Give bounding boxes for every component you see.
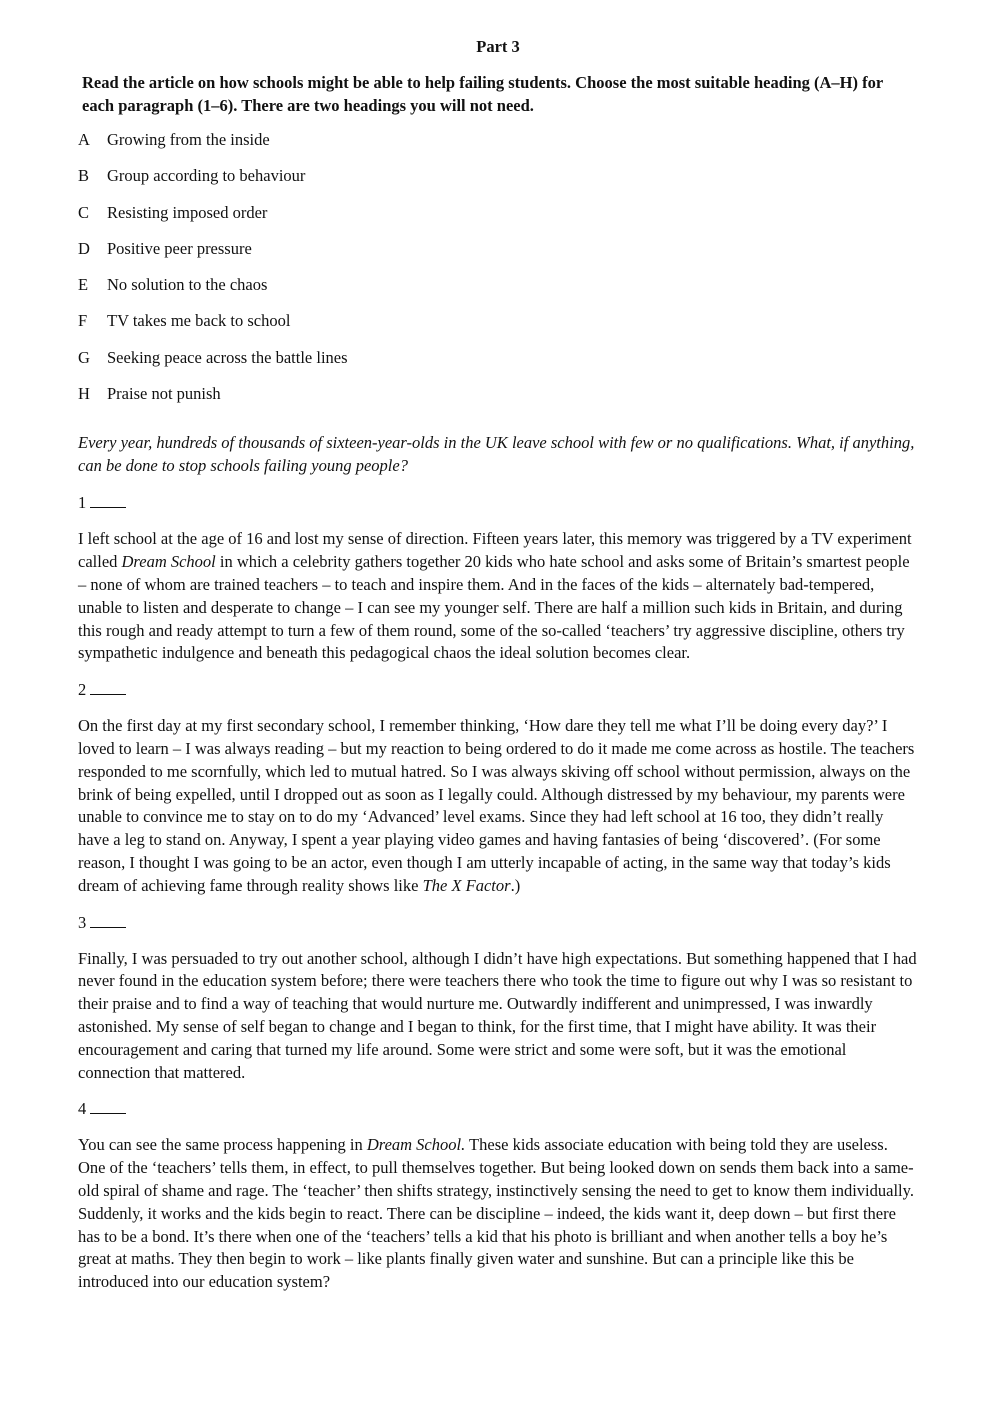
heading-text: No solution to the chaos [107, 275, 268, 295]
heading-item [78, 238, 918, 274]
text-segment: On the first day at my first secondary school, I remember thinking, ‘How dare they tell me what I’ll be doing every day?’ I loved to learn – I was always reading – but my reaction to being ordered to do it made me come across as hostile. The teachers responded to me scornfully, which led to mutual hatred. So I was always skiving off school without permission, always on the brink of being expelled, until I dropped out as soon as I legally could. Although distressed by my behaviour, my parents were unable to convince me to stay on to do my ‘Advanced’ level exams. Since they had left school at 16 too, they didn’t really have a leg to stand on. Anyway, I spent a year playing video games and having fantasies of being ‘discovered’. (For some reason, I thought I was going to be an actor, even though I am utterly incapable of acting, in the same way that today’s kids dream of achieving fame through reality shows like [78, 716, 915, 895]
heading-text: Group according to behaviour [107, 166, 306, 186]
text-segment: in which a celebrity gathers together 20 kids who hate school and asks some of Britain’s smartest people – none of whom are trained teachers – to teach and inspire them. And in the faces of the kids – alternately bad-tempered, unable to listen and desperate to change – I can see my younger self. There are half a million such kids in Britain, and during this rough and ready attempt to turn a few of them round, some of the so-called ‘teachers’ try aggressive discipline, others try sympathetic indulgence and beneath this pedagogical chaos the ideal solution becomes clear. [78, 552, 910, 663]
instructions: Read the article on how schools might be able to help failing students. Choose the most suitable heading (A–H) for each paragraph (1–6). There are two headings you will not need. [82, 73, 883, 115]
paragraph-number: 2 [78, 679, 918, 701]
heading-letter: D [78, 238, 90, 258]
heading-text: Growing from the inside [107, 130, 270, 149]
italic-title: Dream School [121, 552, 216, 572]
text-segment: These kids associate education with being told they are useless. One of the ‘teachers’ tells them, in effect, to pull themselves together. But being looked down on sends them back into a same-old spiral of shame and rage. The ‘teacher’ then shifts strategy, instinctively sensing the need to get to know them individually. Suddenly, it works and the kids begin to react. There can be discipline – indeed, the kids want it, deep down – but first there has to be a bond. It’s there when one of the ‘teachers’ tells a kid that his photo is brilliant and when another tells a boy he’s great at maths. They then begin to work – like plants finally given water and sunshine. But can a principle like this be introduced into our education system? [78, 1135, 914, 1292]
paragraph-number: 3 [78, 912, 918, 934]
paragraph-text [78, 1134, 918, 1294]
answer-blank[interactable] [90, 913, 126, 928]
heading-text: Positive peer pressure [107, 238, 252, 258]
answer-blank[interactable] [90, 1099, 126, 1114]
article-intro: Every year, hundreds of thousands of sixteen-year-olds in the UK leave school with few or no qualifications. What, if anything, can be done to stop schools failing young people? [78, 433, 915, 476]
text-segment: .) [510, 875, 521, 895]
text-segment: Finally, I was persuaded to try out another school, although I didn’t have high expectations. But something happened that I had never found in the education system before; there were teachers there who took the time to figure out why I was so resistant to their praise and to find a way of teaching that would nurture me. Outwardly indifferent and unimpressed, I was inwardly astonished. My sense of self began to change and I began to think, for the first time, that I might have ability. It was their encouragement and caring that turned my life around. Some were strict and some were soft, but it was the emotional connection that mattered. [78, 948, 917, 1082]
heading-item [78, 129, 918, 165]
paragraph-number: 4 [78, 1098, 918, 1120]
text-segment: I left school at the age of 16 and lost my sense of direction. Fifteen years later, this memory was triggered by a TV experiment called [78, 529, 912, 572]
answer-blank[interactable] [90, 680, 126, 695]
heading-letter: C [78, 202, 90, 222]
heading-text: Seeking peace across the battle lines [107, 347, 348, 367]
heading-text: Resisting imposed order [107, 202, 268, 222]
heading-item [78, 310, 918, 346]
heading-letter: B [78, 166, 90, 186]
heading-text: TV takes me back to school [107, 311, 291, 331]
heading-item [78, 347, 918, 383]
heading-letter: E [78, 275, 89, 295]
headings-list [78, 129, 918, 419]
answer-blank[interactable] [90, 493, 126, 508]
heading-item [78, 202, 918, 238]
part-title: Part 3 [476, 37, 520, 56]
text-segment: You can see the same process happening in [78, 1135, 367, 1155]
heading-letter: F [78, 311, 88, 331]
paragraph-text [78, 948, 918, 1085]
italic-title: The X Factor [422, 875, 511, 895]
paragraph-text [78, 715, 918, 897]
heading-letter: A [78, 130, 90, 149]
heading-letter: H [78, 384, 90, 404]
paragraph-text [78, 528, 918, 665]
heading-item [78, 165, 918, 201]
heading-item [78, 383, 918, 419]
worksheet-page [78, 36, 918, 1308]
heading-item [78, 274, 918, 310]
heading-letter: G [78, 347, 90, 367]
paragraph-number: 1 [78, 492, 918, 514]
italic-title: Dream School. [366, 1135, 466, 1155]
heading-text: Praise not punish [107, 384, 221, 404]
